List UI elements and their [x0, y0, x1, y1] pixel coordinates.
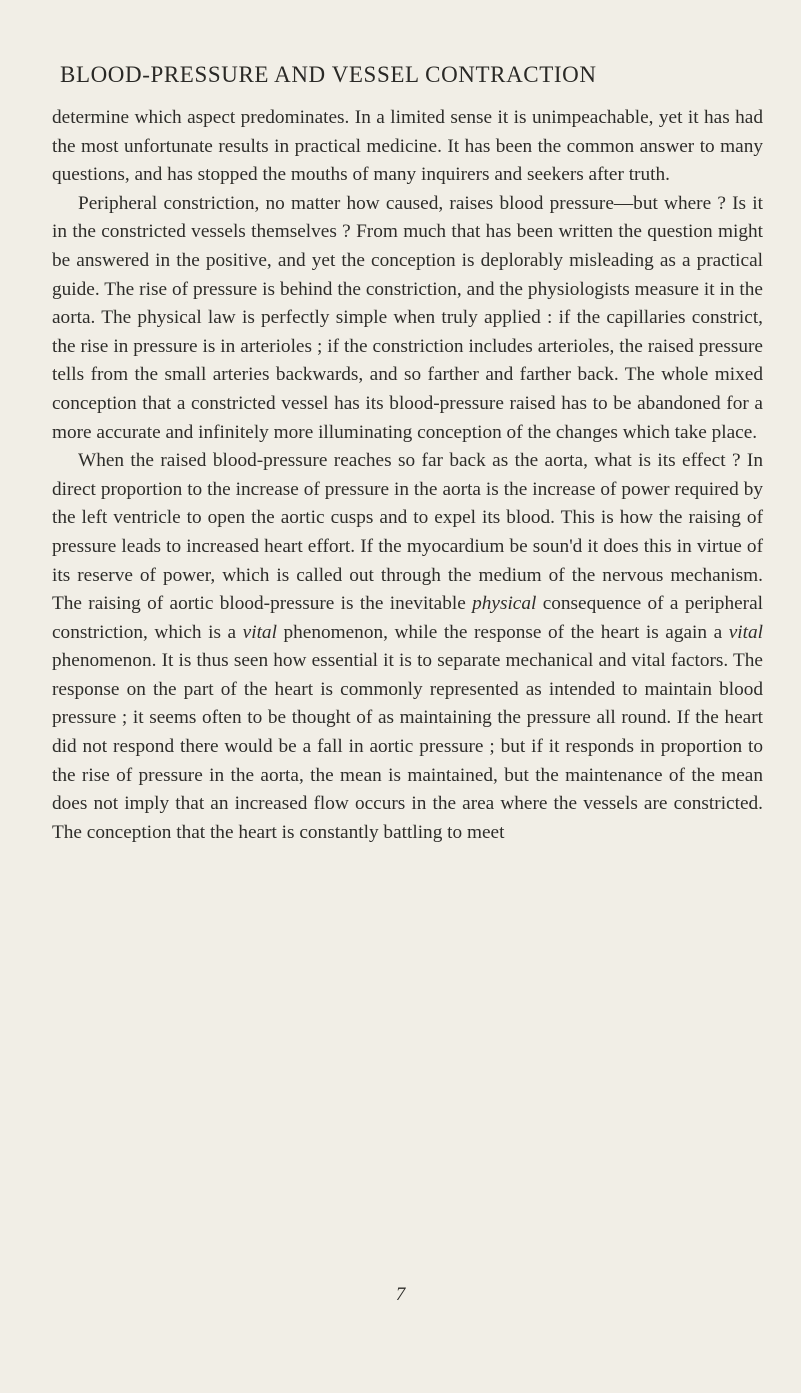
emphasis-vital: vital: [242, 621, 277, 643]
paragraph-text-segment: phenomenon. It is thus seen how essential it is to separate mechanical and vital factors. The response on the part of the heart is commonly represented as intended to maintain blood pressure ; it seems often to be thought of as maintaining the pressure all round. If the heart did not respond there would be a fall in aortic pressure ; but if it responds in proportion to the rise of pressure in the aorta, the mean is maintained, but the maintenance of the mean does not imply that an increased flow occurs in the area where the vessels are constricted. The conception that the heart is constantly battling to meet: [52, 650, 763, 843]
paragraph-text-segment: When the raised blood-pressure reaches so far back as the aorta, what is its effect ? In direct proportion to the increase of pressure in the aorta is the increase of power required by the left ventricle to open the aortic cusps and to expel its blood. This is how the raising of pressure leads to increased heart effort. If the myocardium be soun'd it does this in virtue of its reserve of power, which is called out through the medium of the nervous mechanism. The raising of aortic blood-pressure is the inevitable: [52, 450, 763, 615]
paragraph-continuation: determine which aspect predominates. In a limited sense it is unimpeachable, yet it has had the most unfortunate results in practical medicine. It has been the common answer to many questions, and has stopped the mouths of many inquirers and seekers after truth.: [52, 107, 763, 186]
emphasis-physical: physical: [472, 593, 537, 615]
paragraph-text-segment: phenomenon, while the response of the heart is again a: [276, 621, 729, 643]
emphasis-vital: vital: [728, 621, 764, 643]
paragraph-aorta-effect: [52, 447, 763, 847]
paragraph-peripheral-constriction: Peripheral constriction, no matter how caused, raises blood pressure—but where ? Is it in the constricted vessels themselves ? From much that has been written the question might be answered in the positive, and yet the conception is deplorably misleading as a practical guide. The rise of pressure is behind the constriction, and the physiologists measure it in the aorta. The physical law is perfectly simple when truly applied : if the capillaries constrict, the rise in pressure is in arterioles ; if the constriction includes arterioles, the raised pressure tells from the small arteries backwards, and so farther and farther back. The whole mixed conception that a constricted vessel has its blood-pressure raised has to be abandoned for a more accurate and infinitely more illuminating conception of the changes which take place.: [52, 192, 763, 443]
paragraph-text-segment: consequence of a peripheral constriction, which is a: [52, 593, 763, 643]
page-number: 7: [395, 1284, 406, 1305]
running-head: BLOOD-PRESSURE AND VESSEL CONTRACTION: [60, 62, 597, 87]
body-text: [52, 104, 763, 847]
